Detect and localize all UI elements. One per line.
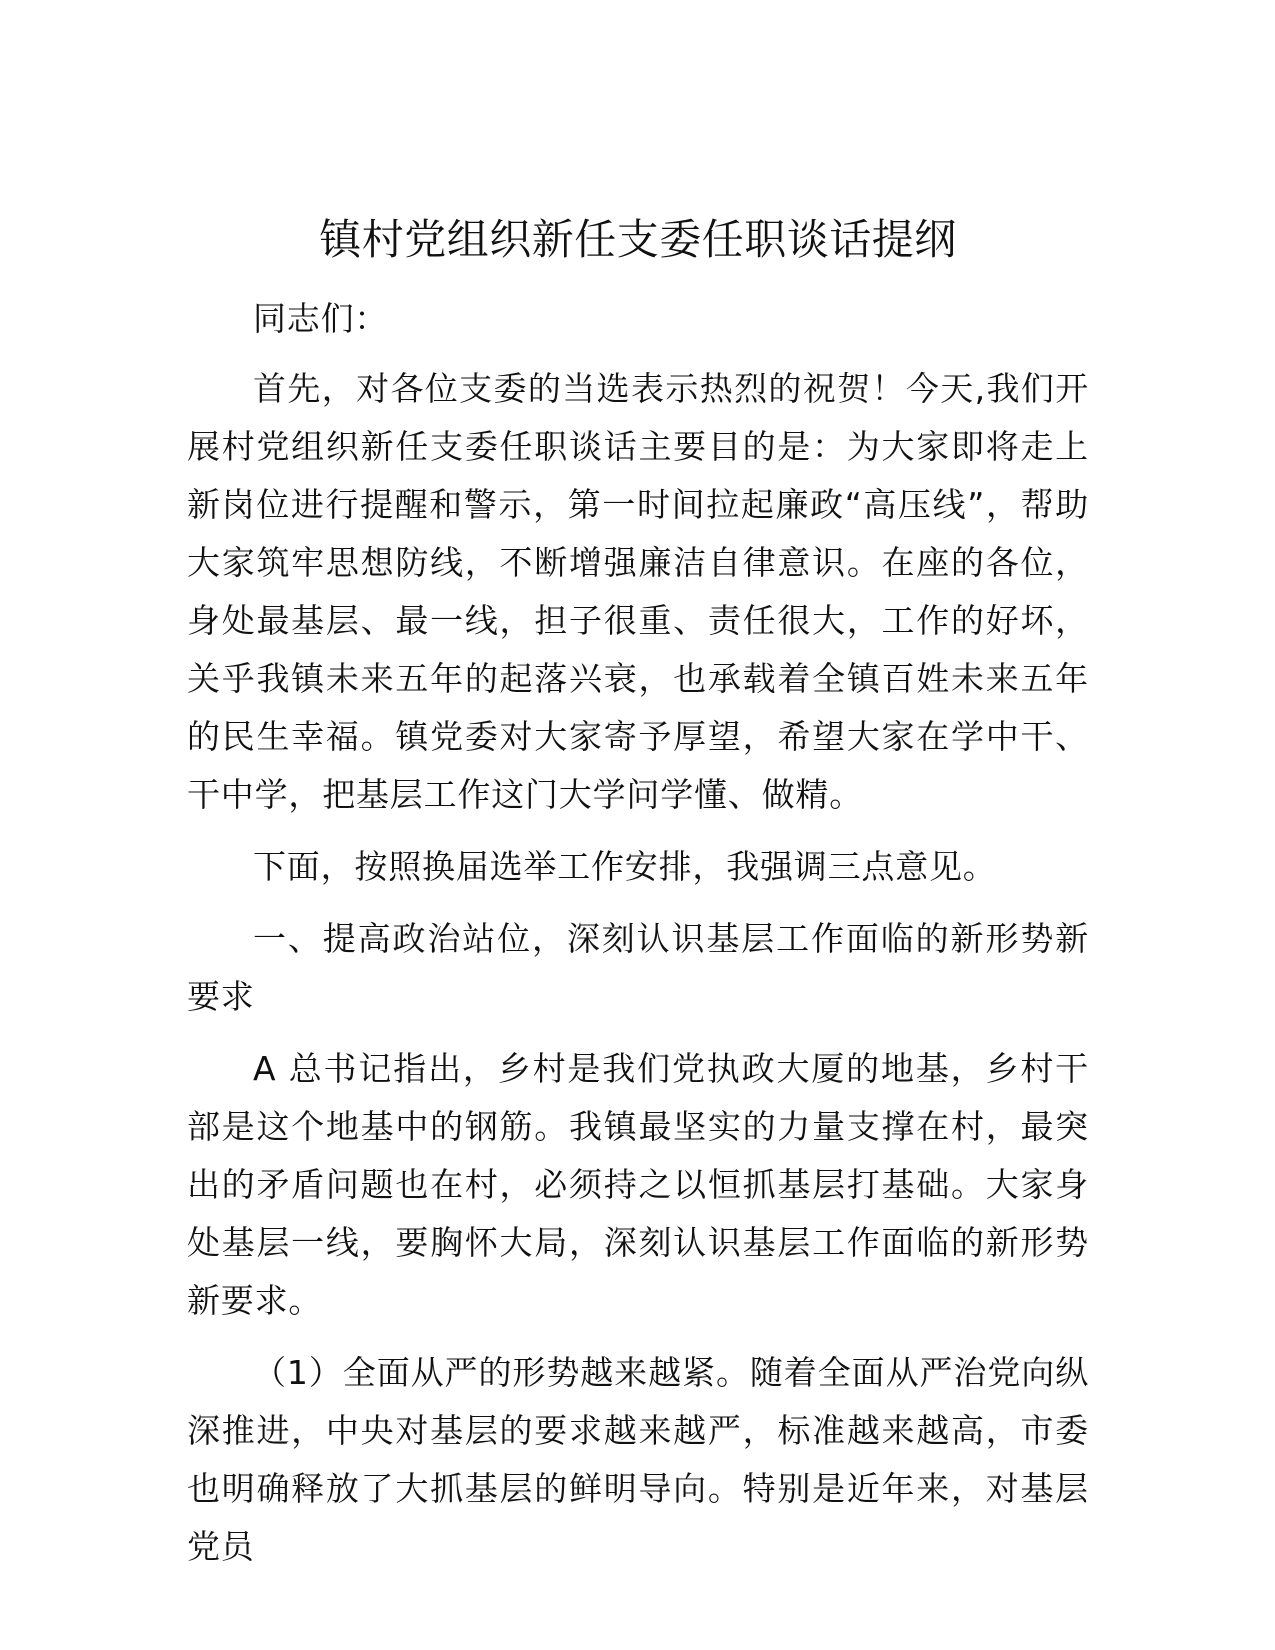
opening-paragraph: 首先，对各位支委的当选表示热烈的祝贺！今天,我们开展村党组织新任支委任职谈话主要目的是：为大家即将走上新岗位进行提醒和警示，第一时间拉起廉政“高压线”，帮助大家筑牢思想防线，不断增强廉洁自律意识。在座的各位，身处最基层、最一线，担子很重、责任很大，工作的好坏，关乎我镇未来五年的起落兴衰，也承载着全镇百姓未来五年的民生幸福。镇党委对大家寄予厚望，希望大家在学中干、干中学，把基层工作这门大学问学懂、做精。 [187, 369, 1089, 814]
document-title: 镇村党组织新任支委任职谈话提纲 [319, 215, 957, 264]
section-heading-one: 一、提高政治站位，深刻认识基层工作面临的新形势新要求 [187, 919, 1089, 1016]
salutation-paragraph: 同志们： [253, 299, 389, 338]
transition-paragraph: 下面，按照换届选举工作安排，我强调三点意见。 [253, 847, 997, 886]
section-one-paragraph: A 总书记指出，乡村是我们党执政大厦的地基，乡村干部是这个地基中的钢筋。我镇最坚实的力量支撑在村，最突出的矛盾问题也在村，必须持之以恒抓基层打基础。大家身处基层一线，要胸怀大局，深刻认识基层工作面临的新形势新要求。 [187, 1049, 1089, 1320]
subpoint-one-paragraph: （1）全面从严的形势越来越紧。随着全面从严治党向纵深推进，中央对基层的要求越来越严，标准越来越高，市委也明确释放了大抓基层的鲜明导向。特别是近年来，对基层党员 [187, 1353, 1089, 1566]
document-body [187, 208, 1089, 1590]
